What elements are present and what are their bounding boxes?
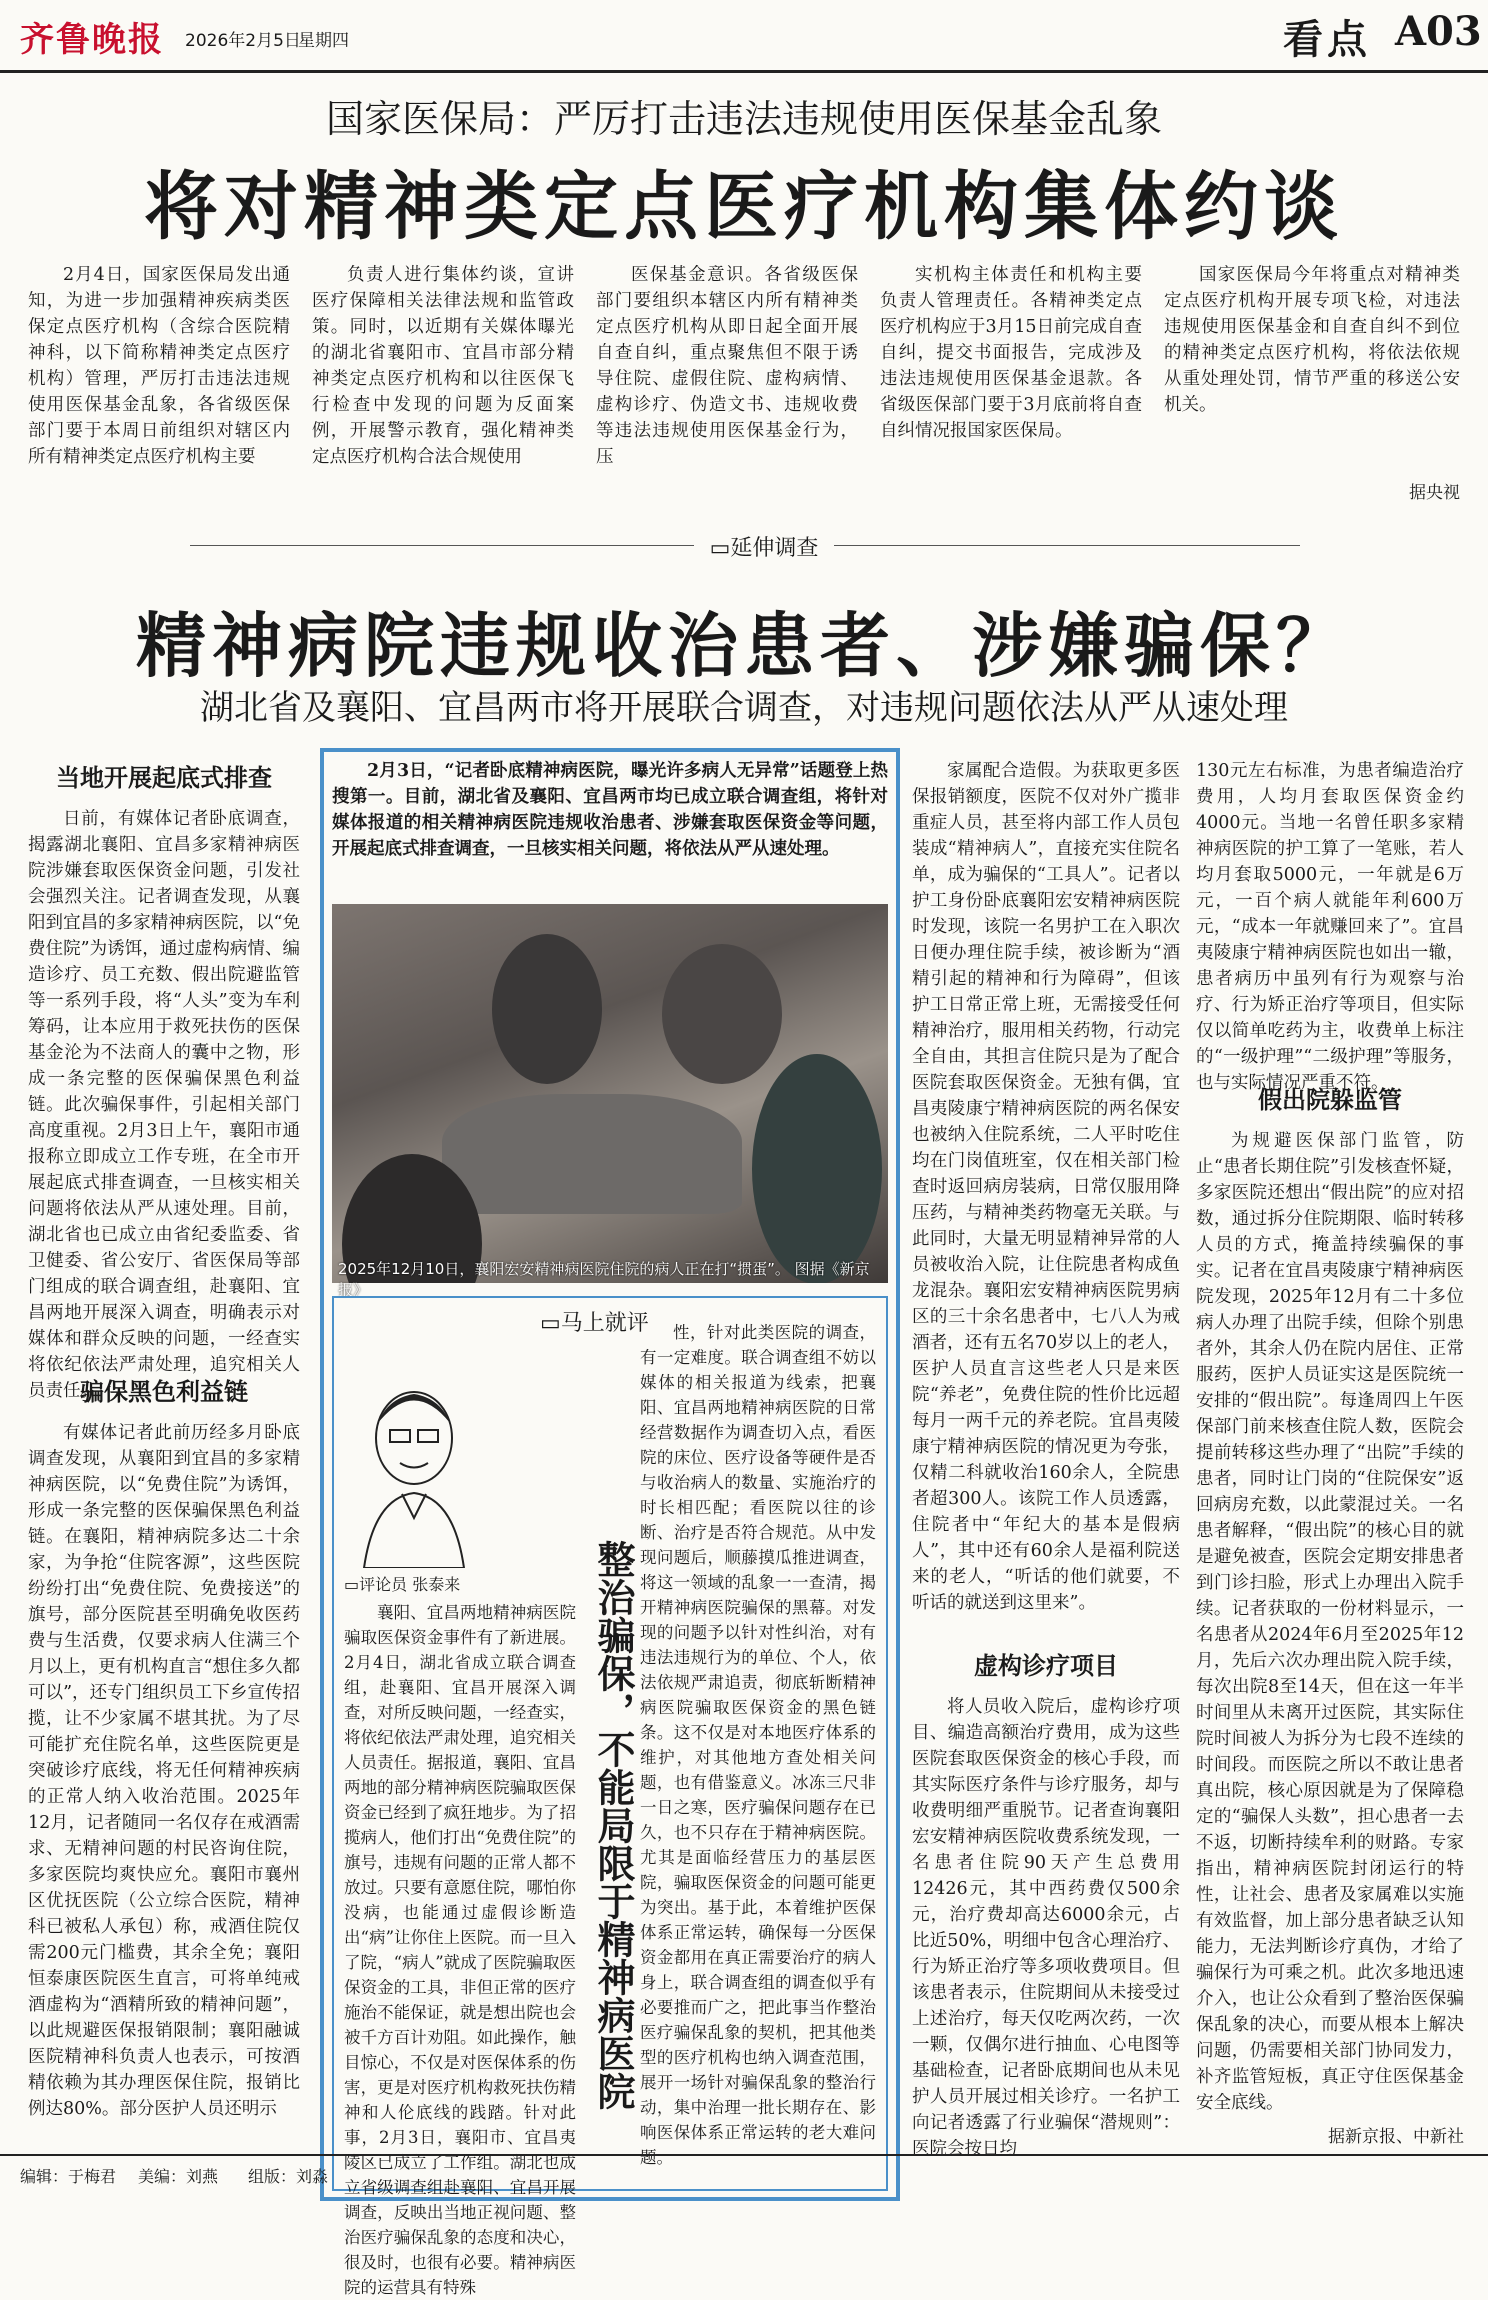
- commentary-text-right: 性，针对此类医院的调查，有一定难度。联合调查组不妨以媒体的相关报道为线索，把襄阳、宜昌两地精神病医院的日常经营数据作为调查切入点，看医院的床位、医疗设备等硬件是否与收治病人的数量、实施治疗的时长相匹配；看医院以往的诊断、治疗是否符合规范。从中发现问题后，顺藤摸瓜推进调查，将这一领域的乱象一一查清，揭开精神病医院骗保的黑幕。对发现的问题予以针对性纠治，对有违法违规行为的单位、个人，依法依规严肃追责，彻底斩断精神病医院骗取医保资金的黑色链条。这不仅是对本地医疗体系的维护，对其他地方查处相关问题，也有借鉴意义。冰冻三尺非一日之寒，医疗骗保问题存在已久，也不只存在于精神病医院。尤其是面临经营压力的基层医院，骗取医保资金的问题可能更为突出。基于此，本着维护医保体系正常运转，确保每一分医保资金都用在真正需要治疗的病人身上，联合调查组的调查似乎有必要推而广之，把此事当作整治医疗骗保乱象的契机，把其他类型的医疗机构也纳入调查范围，展开一场针对骗保乱象的整治行动，集中治理一批长期存在、影响医保体系正常运转的老大难问题。: [640, 1323, 876, 2167]
- columnist-portrait-icon: [344, 1368, 484, 1568]
- publication-date: 2026年2月5日: [185, 31, 301, 51]
- commentary-text-left: 襄阳、宜昌两地精神病医院骗取医保资金事件有了新进展。2月4日，湖北省成立联合调查组，赴襄阳、宜昌开展深入调查，对所反映问题，一经查实，将依纪依法严肃处理，追究相关人员责任。据报道，襄阳、宜昌两地的部分精神病医院骗取医保资金已经到了疯狂地步。为了招揽病人，他们打出“免费住院”的旗号，违规有问题的正常人都不放过。只要有意愿住院，哪怕你没病，也能通过虚假诊断造出“病”让你住上医院。而一旦入了院，“病人”就成了医院骗取医保资金的工具，非但正常的医疗施治不能保证，就是想出院也会被千方百计劝阻。如此操作，触目惊心，不仅是对医保体系的伤害，更是对医疗机构救死扶伤精神和人伦底线的践踏。针对此事，2月3日，襄阳市、宜昌夷陵区已成立了工作组。湖北也成立省级调查组赴襄阳、宜昌开展调查，反映出当地正视问题、整治医疗骗保乱象的态度和决心，很及时，也很有必要。精神病医院的运营具有特殊: [344, 1603, 576, 2297]
- story1-column-1: 2月4日，国家医保局发出通知，为进一步加强精神疾病类医保定点医疗机构（含综合医院精神科，以下简称精神类定点医疗机构）管理，严厉打击违法违规使用医保基金乱象，各省级医保部门要于本周日前组织对辖区内所有精神类定点医疗机构主要: [28, 265, 290, 467]
- editor-credit: 编辑：于梅君: [20, 2167, 117, 2186]
- lead-summary: 2月3日，“记者卧底精神病医院，曝光许多病人无异常”话题登上热搜第一。目前，湖北省及襄阳、宜昌两市均已成立联合调查组，将针对媒体报道的相关精神病医院违规收治患者、涉嫌套取医保资金等问题，开展起底式排查调查，一旦核实相关问题，将依法从严从速处理。: [332, 761, 888, 859]
- story2-section2-text: 有媒体记者此前历经多月卧底调查发现，从襄阳到宜昌的多家精神病医院，以“免费住院”为诱饵，形成一条完整的医保骗保黑色利益链。在襄阳，精神病院多达二十余家，为争抢“住院客源”，这些医院纷纷打出“免费住院、免费接送”的旗号，部分医院甚至明确免收医药费与生活费，仅要求病人住满三个月以上，更有机构直言“想住多久都可以”，还专门组织员工下乡宣传招揽，让不少家属不堪其扰。为了尽可能扩充住院名单，这些医院更是突破诊疗底线，将无任何精神疾病的正常人纳入收治范围。2025年12月，记者随同一名仅存在戒酒需求、无精神问题的村民咨询住院，多家医院均爽快应允。襄阳市襄州区优抚医院（公立综合医院，精神科已被私人承包）称，戒酒住院仅需200元门槛费，其余全免；襄阳恒泰康医院医生直言，可将单纯戒酒虚构为“酒精所致的精神问题”，以此规避医保报销限制；襄阳融诚医院精神科负责人也表示，可按酒精依赖为其办理医保住院，报销比例达80%。部分医护人员还明示: [28, 1423, 300, 2119]
- commentary-title: 整治骗保，不能局限于精神病医院: [591, 1540, 636, 2110]
- footer: [0, 2154, 1488, 2187]
- art-editor-credit: 美编：刘燕: [138, 2167, 219, 2186]
- photo-person: [662, 944, 782, 1084]
- section-head-fraud-chain: 骗保黑色利益链: [80, 1377, 248, 1406]
- divider-tag: ▭延伸调查: [694, 531, 834, 562]
- story2-section1-text: 日前，有媒体记者卧底调查，揭露湖北襄阳、宜昌多家精神病医院涉嫌套取医保资金问题，引发社会强烈关注。记者调查发现，从襄阳到宜昌的多家精神病医院，以“免费住院”为诱饵，通过虚构病情、编造诊疗、员工充数、假出院避监管等一系列手段，将“人头”变为车利筹码，让本应用于救死扶伤的医保基金沦为不法商人的囊中之物，形成一条完整的医保骗保黑色利益链。此次骗保事件，引起相关部门高度重视。2月3日上午，襄阳市通报称立即成立工作专班，在全市开展起底式排查调查，一旦核实相关问题将依法从严从速处理。目前，湖北省也已成立由省纪委监委、省卫健委、省公安厅、省医保局等部门组成的联合调查组，赴襄阳、宜昌两地开展深入调查，明确表示对媒体和群众反映的问题，一经查实将依纪依法严肃处理，追究相关人员责任。: [28, 809, 300, 1401]
- section-name: 看点: [1283, 16, 1371, 63]
- story1-column-3: 医保基金意识。各省级医保部门要组织本辖区内所有精神类定点医疗机构从即日起全面开展自查自纠，重点聚焦但不限于诱导住院、虚假住院、虚构病情、虚构诊疗、伪造文书、违规收费等违法违规使用医保基金行为，压: [596, 265, 858, 467]
- weekday: 星期四: [298, 31, 349, 51]
- layout-credit: 组版：刘淼: [248, 2167, 329, 2186]
- story2-section3-text: 将人员收入院后，虚构诊疗项目、编造高额治疗费用，成为这些医院套取医保资金的核心手段，而其实际医疗条件与诊疗服务，却与收费明细严重脱节。记者查询襄阳宏安精神病医院收费系统发现，一名患者住院90天产生总费用12426元，其中西药费仅500余元，治疗费却高达6000余元，占比近50%，明细中包含心理治疗、行为矫正治疗等多项收费项目。但该患者表示，住院期间从未接受过上述治疗，每天仅吃两次药，一次一颗，仅偶尔进行抽血、心电图等基础检查，记者卧底期间也从未见护人员开展过相关诊疗。一名护工向记者透露了行业骗保“潜规则”：医院会按日均: [912, 1697, 1180, 2159]
- photo-caption: 2025年12月10日，襄阳宏安精神病医院住院的病人正在打“掼蛋”。 图据《新京报》: [338, 1260, 870, 1299]
- newspaper-logo: 齐鲁晚报: [20, 20, 164, 60]
- story1-byline: 据央视: [1409, 483, 1460, 503]
- commentary-tag: ▭马上就评: [540, 1311, 649, 1336]
- story1-column-4: 实机构主体责任和机构主要负责人管理责任。各精神类定点医疗机构应于3月15日前完成自查自纠，提交书面报告，完成涉及违法违规使用医保基金退款。各省级医保部门要于3月底前将自查自纠情况报国家医保局。: [880, 265, 1142, 441]
- photo-table: [442, 1094, 742, 1214]
- story2-section4-text: 为规避医保部门监管，防止“患者长期住院”引发核查怀疑，多家医院还想出“假出院”的应对招数，通过拆分住院期限、临时转移人员的方式，掩盖持续骗保的事实。记者在宜昌夷陵康宁精神病医院发现，2025年12月有二十多位病人办理了出院手续，但除个别患者外，其余人仍在院内居住、正常服药，医护人员证实这是医院统一安排的“假出院”。每逢周四上午医保部门前来核查住院人数，医院会提前转移这些办理了“出院”手续的患者，同时让门岗的“住院保安”返回病房充数，以此蒙混过关。一名患者解释，“假出院”的核心目的就是避免被查，医院会定期安排患者到门诊扫脸，形式上办理出入院手续。记者获取的一份材料显示，一名患者从2024年6月至2025年12月，先后六次办理出院入院手续，每次出院8至14天，但在这一年半时间里从未离开过医院，其实际住院时间被人为拆分为七段不连续的时间段。而医院之所以不敢让患者真出院，核心原因就是为了保障稳定的“骗保人头数”，担心患者一去不返，切断持续牟利的财路。专家指出，精神病医院封闭运行的特性，让社会、患者及家属难以实施有效监督，加上部分患者缺乏认知能力，无法判断诊疗真伪，才给了骗保行为可乘之机。此次多地迅速介入，也让公众看到了整治医保骗保乱象的决心，而要从根本上解决问题，仍需要相关部门协同发力，补齐监管短板，真正守住医保基金安全底线。: [1196, 1131, 1464, 2113]
- page-number: A03: [1395, 8, 1482, 55]
- masthead: [0, 0, 1488, 73]
- photo-person: [752, 1054, 882, 1283]
- story1-column-5: 国家医保局今年将重点对精神类定点医疗机构开展专项飞检，对违法违规使用医保基金和自查自纠不到位的精神类定点医疗机构，将依法依规从重处理处罚，情节严重的移送公安机关。: [1164, 265, 1460, 415]
- story1-kicker: 国家医保局：严厉打击违法违规使用医保基金乱象: [325, 97, 1162, 141]
- story2-headline: 精神病院违规收治患者、涉嫌骗保？: [136, 604, 1352, 687]
- story1-headline: 将对精神类定点医疗机构集体约谈: [144, 164, 1344, 250]
- columnist-label: ▭评论员 张泰来: [344, 1575, 461, 1594]
- photo-person: [492, 934, 602, 1084]
- story2-column-d: 130元左右标准，为患者编造治疗费用，人均月套取医保资金约4000元。当地一名曾任职多家精神病医院的护工算了一笔账，若人均月套取5000元，一年就是6万元，一百个病人就能年利600万元，“成本一年就赚回来了”。宜昌夷陵康宁精神病医院也如出一辙，患者病历中虽列有行为观察与治疗、行为矫正治疗等项目，但实际仅以简单吃药为主，收费单上标注的“一级护理”“二级护理”等服务，也与实际情况严重不符。: [1196, 761, 1464, 1093]
- section-head-investigation: 当地开展起底式排查: [56, 763, 272, 792]
- story2-byline: 据新京报、中新社: [1328, 2127, 1464, 2147]
- section-head-fake-discharge: 假出院躲监管: [1258, 1085, 1402, 1114]
- section-head-fake-treatment: 虚构诊疗项目: [974, 1651, 1118, 1680]
- news-photo: [332, 904, 888, 1283]
- story2-subhead: 湖北省及襄阳、宜昌两市将开展联合调查，对违规问题依法从严从速处理: [200, 688, 1288, 728]
- story1-column-2: 负责人进行集体约谈，宣讲医疗保障相关法律法规和监管政策。同时，以近期有关媒体曝光的湖北省襄阳市、宜昌市部分精神类定点医疗机构和以往医保飞行检查中发现的问题为反面案例，开展警示教育，强化精神类定点医疗机构合法合规使用: [312, 265, 574, 467]
- story2-column-c: 家属配合造假。为获取更多医保报销额度，医院不仅对外广揽非重症人员，甚至将内部工作人员包装成“精神病人”，直接充实住院名单，成为骗保的“工具人”。记者以护工身份卧底襄阳宏安精神病医院时发现，该院一名男护工在入职次日便办理住院手续，被诊断为“酒精引起的精神和行为障碍”，但该护工日常正常上班，无需接受任何精神治疗，服用相关药物，行动完全自由，其担言住院只是为了配合医院套取医保资金。无独有偶，宜昌夷陵康宁精神病医院的两名保安也被纳入住院系统，二人平时吃住均在门岗值班室，仅在相关部门检查时返回病房装病，日常仅服用降压药，与精神类药物毫无关联。与此同时，大量无明显精神异常的人员被收治入院，让住院患者构成鱼龙混杂。襄阳宏安精神病医院男病区的三十余名患者中，七八人为戒酒者，还有五名70岁以上的老人，医护人员直言这些老人只是来医院“养老”，免费住院的性价比远超每月一两千元的养老院。宜昌夷陵康宁精神病医院的情况更为夸张，仅精二科就收治160余人，全院患者超300人。该院工作人员透露，住院者中“年纪大的基本是假病人”，其中还有60余人是福利院送来的老人，“听话的他们就要，不听话的就送到这里来”。: [912, 761, 1180, 1613]
